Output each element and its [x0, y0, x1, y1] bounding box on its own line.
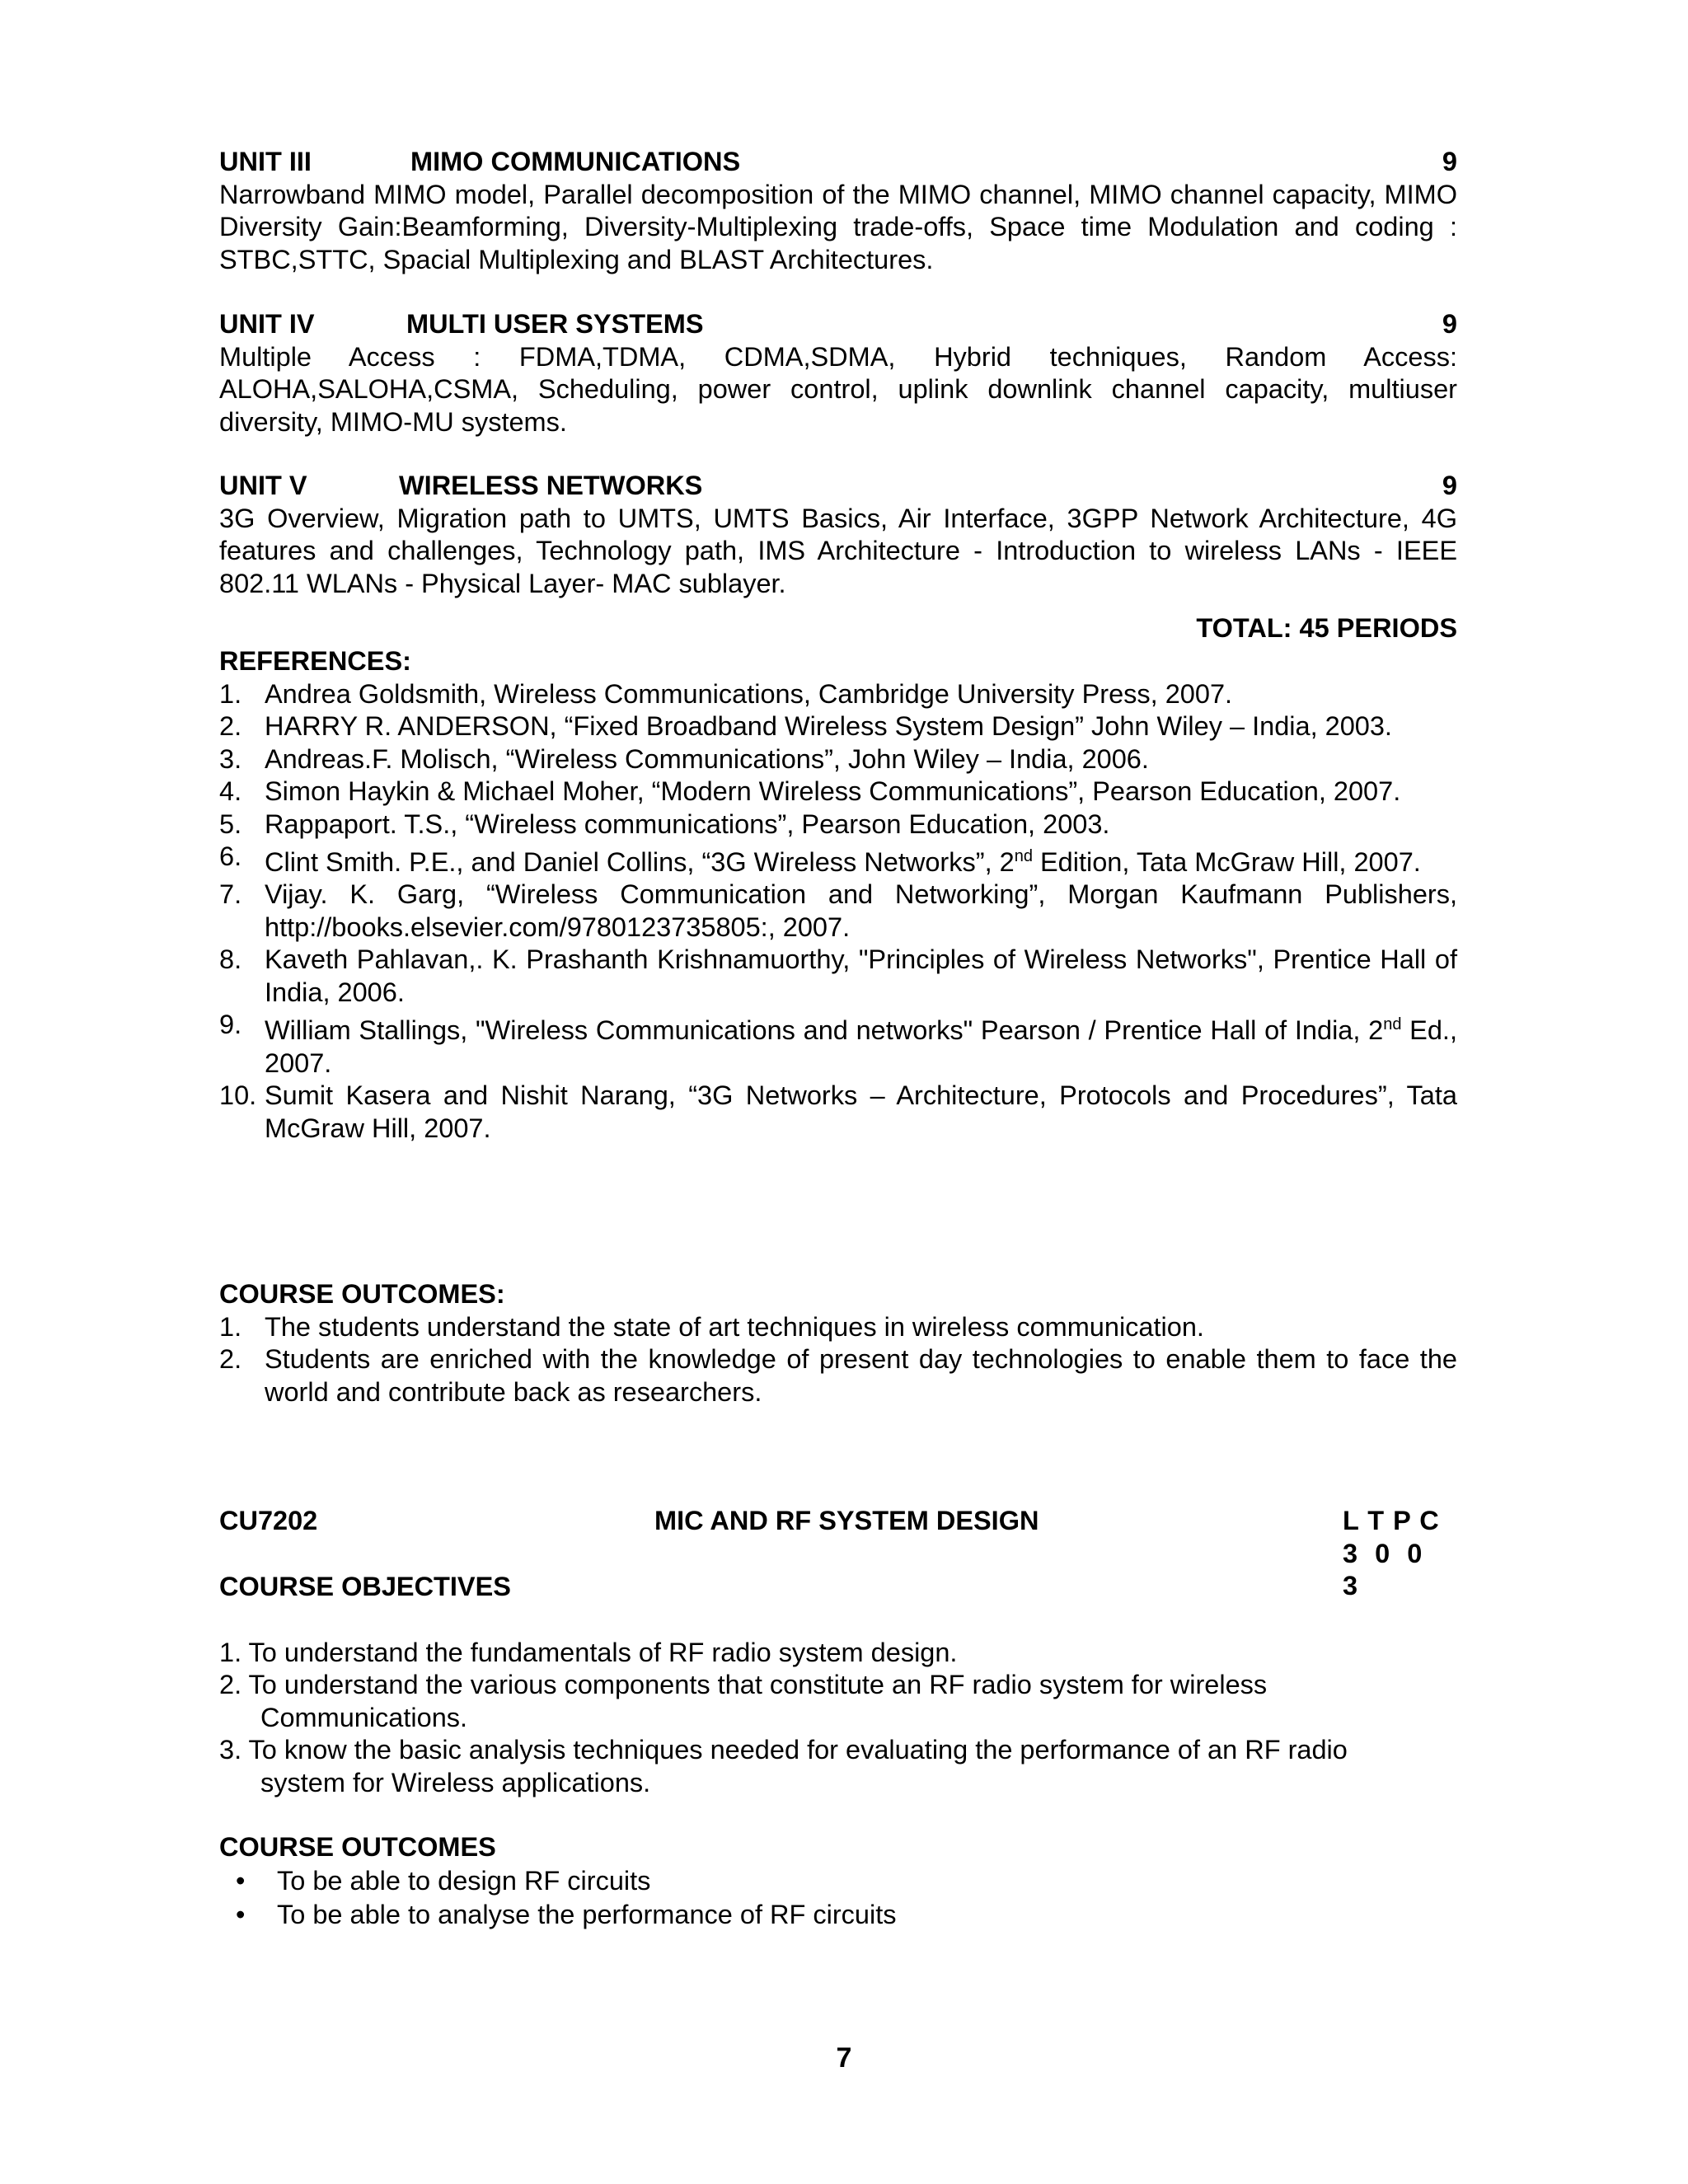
ltpc-label: L T P C [1343, 1506, 1440, 1535]
page-number: 7 [836, 2042, 852, 2074]
reference-number: 7. [219, 879, 242, 910]
reference-text: Rappaport. T.S., “Wireless communications”, Pearson Education, 2003. [265, 808, 1110, 839]
outcome-number: 2. [219, 1344, 242, 1374]
reference-text: William Stallings, "Wireless Communications and networks" Pearson / Prentice Hall of India, 2 [265, 1015, 1384, 1046]
references-list [219, 678, 1457, 1146]
reference-number: 3. [219, 743, 242, 774]
unit-title: MULTI USER SYSTEMS [406, 309, 704, 339]
unit-title: WIRELESS NETWORKS [399, 471, 703, 500]
reference-text: HARRY R. ANDERSON, “Fixed Broadband Wireless System Design” John Wiley – India, 2003. [265, 711, 1392, 741]
reference-item [219, 879, 1457, 944]
course-title: MIC AND RF SYSTEM DESIGN [654, 1506, 1039, 1535]
objective-line-cont: Communications. [260, 1702, 468, 1732]
reference-superscript: nd [1383, 1015, 1402, 1034]
ltpc-values: 3 0 0 3 [1343, 1538, 1428, 1601]
reference-item [219, 743, 1457, 776]
outcome-text: The students understand the state of art techniques in wireless communication. [265, 1311, 1204, 1342]
outcome-item [219, 1343, 1457, 1408]
reference-text: Andrea Goldsmith, Wireless Communications, Cambridge University Press, 2007. [265, 678, 1233, 709]
outcome-bullet-item [219, 1864, 1457, 1898]
objective-item [219, 1669, 1457, 1734]
reference-text: Simon Haykin & Michael Moher, “Modern Wireless Communications”, Pearson Education, 2007. [265, 776, 1401, 806]
outcome-text: To be able to design RF circuits [277, 1865, 651, 1896]
unit-3-heading [219, 146, 1457, 179]
objective-item [219, 1637, 1457, 1670]
unit-4-section [219, 308, 1457, 438]
reference-number: 9. [219, 1010, 242, 1040]
bullet-icon: • [236, 1899, 246, 1929]
reference-number: 5. [219, 808, 242, 839]
reference-number: 10. [219, 1080, 257, 1111]
reference-number: 6. [219, 841, 242, 871]
unit-3-section [219, 146, 1457, 276]
reference-number: 2. [219, 711, 242, 741]
reference-superscript: nd [1014, 847, 1033, 865]
reference-text: Vijay. K. Garg, “Wireless Communication and Networking”, Morgan Kaufmann Publishers, http://books.elsevier.com/9780123735805:, 2007. [265, 879, 1457, 942]
objective-item [219, 1734, 1457, 1799]
reference-text: Sumit Kasera and Nishit Narang, “3G Networks – Architecture, Protocols and Procedures”, Tata McGraw Hill, 2007. [265, 1080, 1457, 1143]
outcome-number: 1. [219, 1311, 242, 1342]
objective-line: 1. To understand the fundamentals of RF radio system design. [219, 1637, 958, 1667]
course-outcomes-2-section [219, 1831, 1457, 1932]
reference-item [219, 841, 1457, 879]
reference-item [219, 1009, 1457, 1080]
reference-item [219, 776, 1457, 808]
outcome-bullet-item [219, 1898, 1457, 1932]
reference-text-cont: Edition, Tata McGraw Hill, 2007. [1032, 846, 1421, 877]
reference-item [219, 944, 1457, 1009]
course-objectives-heading: COURSE OBJECTIVES [219, 1572, 511, 1601]
unit-hours: 9 [1442, 147, 1457, 176]
unit-4-text: Multiple Access : FDMA,TDMA, CDMA,SDMA, Hybrid techniques, Random Access: ALOHA,SALOHA,CSMA, Scheduling, power control, uplink downlink channel capacity, multiuser diversity, MIMO-MU systems. [219, 341, 1457, 437]
course-outcomes-list [219, 1311, 1457, 1409]
course-code: CU7202 [219, 1506, 318, 1535]
reference-item [219, 678, 1457, 711]
reference-item [219, 808, 1457, 841]
references-section [219, 645, 1457, 1145]
reference-text: Clint Smith. P.E., and Daniel Collins, “3G Wireless Networks”, 2 [265, 846, 1015, 877]
outcome-item [219, 1311, 1457, 1344]
reference-text: Andreas.F. Molisch, “Wireless Communications”, John Wiley – India, 2006. [265, 743, 1149, 774]
unit-title: MIMO COMMUNICATIONS [410, 147, 741, 176]
unit-hours: 9 [1442, 471, 1457, 500]
objective-line-cont: system for Wireless applications. [260, 1767, 651, 1797]
outcome-text: Students are enriched with the knowledge of present day technologies to enable them to face the world and contribute back as researchers. [265, 1344, 1457, 1407]
objective-line: 2. To understand the various components that constitute an RF radio system for wireless [219, 1670, 1268, 1699]
course-objectives-section [219, 1571, 1457, 1799]
unit-label: UNIT V [219, 471, 307, 500]
course-objectives-list [219, 1637, 1457, 1800]
unit-label: UNIT III [219, 147, 312, 176]
course-outcomes-section [219, 1278, 1457, 1408]
references-heading: REFERENCES: [219, 646, 411, 676]
reference-item [219, 710, 1457, 743]
course-outcomes-heading: COURSE OUTCOMES: [219, 1279, 505, 1309]
bullet-icon: • [236, 1865, 246, 1896]
unit-5-section [219, 470, 1457, 600]
objective-line: 3. To know the basic analysis techniques needed for evaluating the performance of an RF radio [219, 1735, 1348, 1765]
course-outcomes-2-heading: COURSE OUTCOMES [219, 1832, 496, 1862]
reference-number: 4. [219, 776, 242, 806]
total-periods: TOTAL: 45 PERIODS [1196, 613, 1457, 643]
unit-4-heading [219, 308, 1457, 341]
unit-5-text: 3G Overview, Migration path to UMTS, UMTS Basics, Air Interface, 3GPP Network Architecture, 4G features and challenges, Technology path, IMS Architecture - Introduction to wireless LANs - IEEE 802.11 WLANs - Physical Layer- MAC sublayer. [219, 503, 1457, 598]
reference-item [219, 1080, 1457, 1145]
reference-text: Kaveth Pahlavan,. K. Prashanth Krishnamuorthy, "Principles of Wireless Networks", Prentice Hall of India, 2006. [265, 944, 1457, 1007]
reference-text-cont: Ed., 2007. [265, 1015, 1457, 1078]
reference-number: 8. [219, 944, 242, 975]
unit-5-heading [219, 470, 1457, 503]
unit-3-text: Narrowband MIMO model, Parallel decomposition of the MIMO channel, MIMO channel capacity, MIMO Diversity Gain:Beamforming, Diversity-Multiplexing trade-offs, Space time Modulation and coding : STBC,STTC, Spacial Multiplexing and BLAST Architectures. [219, 179, 1457, 274]
reference-number: 1. [219, 678, 242, 709]
course-outcomes-2-list [219, 1864, 1457, 1932]
unit-label: UNIT IV [219, 309, 315, 339]
outcome-text: To be able to analyse the performance of RF circuits [277, 1899, 897, 1929]
unit-hours: 9 [1442, 309, 1457, 339]
